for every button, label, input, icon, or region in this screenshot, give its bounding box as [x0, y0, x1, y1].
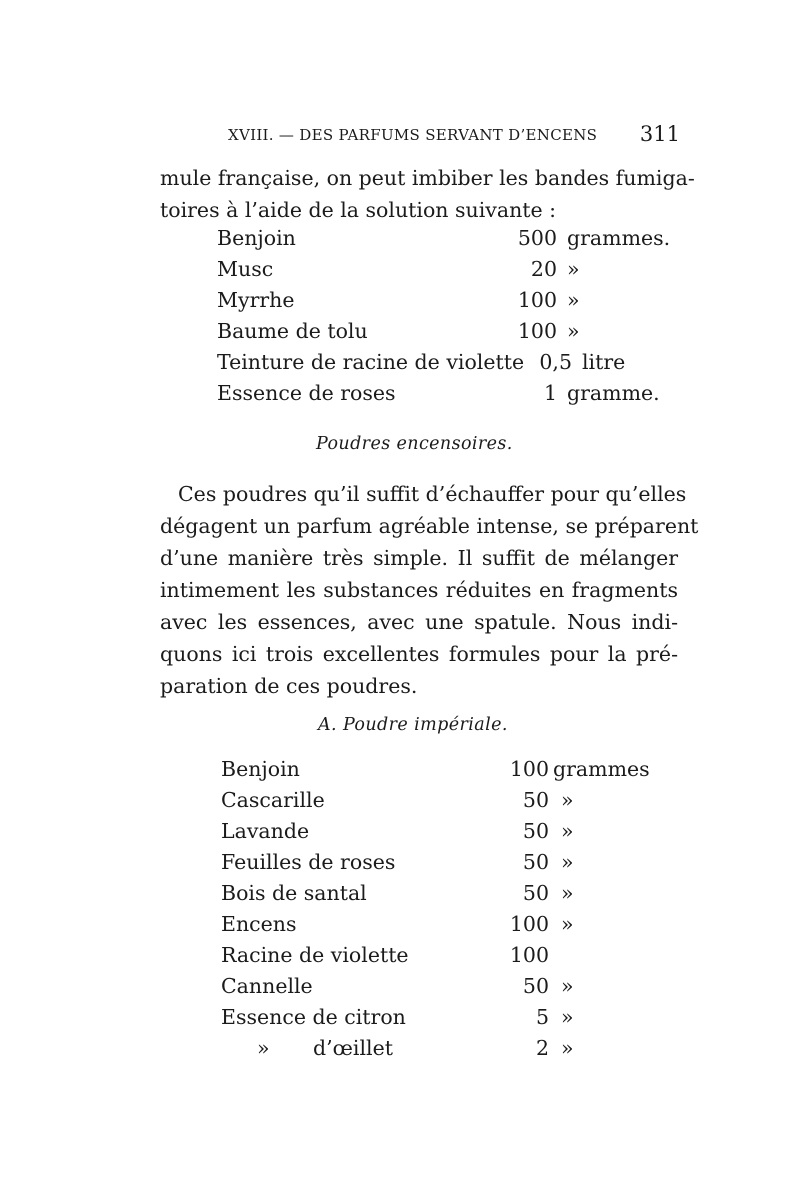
recipe-row: [217, 350, 667, 381]
recipe-row: [221, 788, 661, 819]
recipe-row: [221, 1005, 661, 1036]
ingredient-name: Benjoin: [221, 757, 300, 781]
ingredient-unit: »: [561, 1005, 574, 1029]
ingredient-unit: »: [567, 319, 580, 343]
ingredient-quantity: 500: [517, 226, 557, 250]
text-line: dégagent un parfum agréable intense, se préparent: [160, 514, 699, 538]
ingredient-name: Encens: [221, 912, 297, 936]
ingredient-quantity: 2: [535, 1036, 549, 1060]
ingredient-unit: grammes: [553, 757, 650, 781]
ingredient-name: Cannelle: [221, 974, 313, 998]
recipe-row: [217, 381, 667, 412]
text-line: Ces poudres qu’il suffit d’échauffer pour qu’elles: [178, 482, 687, 506]
recipe-row: [221, 912, 661, 943]
recipe-row: [217, 319, 667, 350]
ingredient-quantity: 100: [509, 912, 549, 936]
ingredient-name: d’œillet: [313, 1036, 393, 1060]
body-paragraph: [160, 478, 699, 702]
recipe-row: [221, 943, 661, 974]
ingredient-quantity: 100: [517, 288, 557, 312]
recipe-row: [221, 881, 661, 912]
text-line: mule française, on peut imbiber les bandes fumiga-: [160, 166, 695, 190]
ingredient-quantity: 100: [509, 757, 549, 781]
ingredient-quantity: 0,5: [539, 350, 572, 374]
running-title: XVIII. — DES PARFUMS SERVANT D’ENCENS: [228, 126, 598, 144]
intro-paragraph: [160, 162, 695, 226]
page-number: 311: [639, 122, 680, 146]
ingredient-name: Essence de roses: [217, 381, 396, 405]
ditto-mark: »: [257, 1036, 270, 1060]
ingredient-unit: »: [567, 288, 580, 312]
ingredient-quantity: 1: [543, 381, 557, 405]
ingredient-unit: gramme.: [567, 381, 660, 405]
recipe-row: [217, 226, 671, 257]
ingredient-name: Cascarille: [221, 788, 325, 812]
ingredient-unit: »: [561, 788, 574, 812]
text-line: intimement les substances réduites en fragments: [160, 578, 678, 602]
ingredient-quantity: 50: [522, 974, 549, 998]
recipe-row: [221, 1036, 661, 1067]
recipe-row: [221, 974, 661, 1005]
ingredient-unit: »: [567, 257, 580, 281]
recipe-row: [221, 850, 661, 881]
ingredient-quantity: 50: [522, 819, 549, 843]
ingredient-unit: »: [561, 819, 574, 843]
ingredient-quantity: 20: [530, 257, 557, 281]
text-line: toires à l’aide de la solution suivante :: [160, 198, 557, 222]
ingredient-unit: litre: [582, 350, 626, 374]
recipe-table-1: [217, 226, 671, 412]
text-line: avec les essences, avec une spatule. Nous indi-: [160, 610, 678, 634]
ingredient-name: Musc: [217, 257, 274, 281]
ingredient-name: Racine de violette: [221, 943, 409, 967]
recipe-row: [221, 819, 661, 850]
text-line: quons ici trois excellentes formules pour la pré-: [160, 642, 678, 666]
recipe-heading: A. Poudre impériale.: [318, 715, 508, 735]
ingredient-unit: »: [561, 881, 574, 905]
ingredient-unit: »: [561, 974, 574, 998]
recipe-table-2: [221, 757, 661, 1067]
text-line: paration de ces poudres.: [160, 674, 418, 698]
ingredient-name: Myrrhe: [217, 288, 295, 312]
ingredient-unit: »: [561, 912, 574, 936]
ingredient-name: Baume de tolu: [217, 319, 368, 343]
recipe-row: [221, 757, 661, 788]
page-header: [228, 122, 680, 150]
ingredient-quantity: 5: [535, 1005, 549, 1029]
ingredient-name: Lavande: [221, 819, 310, 843]
ingredient-name: Bois de santal: [221, 881, 367, 905]
text-line: d’une manière très simple. Il suffit de mélanger: [160, 546, 678, 570]
section-heading: Poudres encensoires.: [316, 434, 513, 454]
ingredient-name: Teinture de racine de violette: [217, 350, 525, 374]
ingredient-unit: »: [561, 1036, 574, 1060]
ingredient-name: Feuilles de roses: [221, 850, 396, 874]
ingredient-quantity: 50: [522, 850, 549, 874]
ingredient-name: Essence de citron: [221, 1005, 406, 1029]
ingredient-quantity: 50: [522, 788, 549, 812]
ingredient-quantity: 100: [509, 943, 549, 967]
ingredient-name: Benjoin: [217, 226, 296, 250]
ingredient-unit: »: [561, 850, 574, 874]
ingredient-quantity: 50: [522, 881, 549, 905]
ingredient-quantity: 100: [517, 319, 557, 343]
recipe-row: [217, 288, 667, 319]
ingredient-unit: grammes.: [567, 226, 671, 250]
recipe-row: [217, 257, 667, 288]
